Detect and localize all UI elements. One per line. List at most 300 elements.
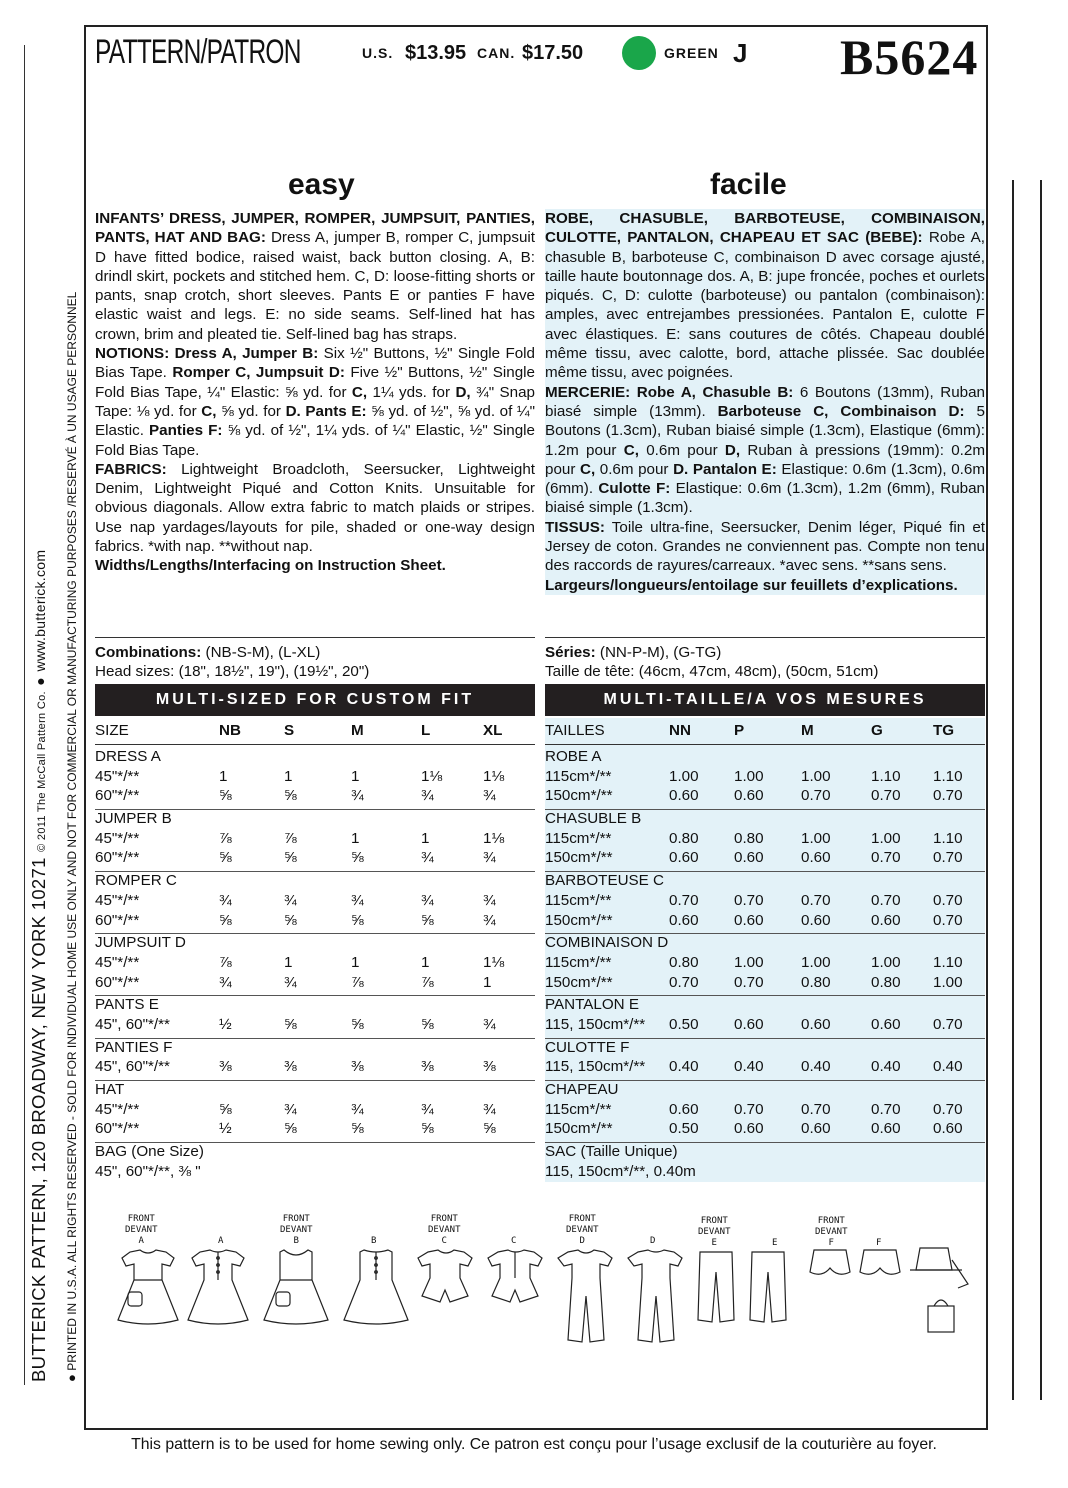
table-row [95, 892, 535, 912]
pattern-number: B5624 [840, 29, 979, 85]
jumper-b-back-sketch [344, 1250, 408, 1324]
notions-text: ⅝ yd. of ½", 1¼ yds. of ¼" Elastic, ½" Single Fold Bias Tape. [95, 422, 536, 459]
table-row [545, 768, 985, 788]
size-header-cell: NB [219, 722, 241, 739]
color-dot-icon [622, 36, 656, 70]
yardage-cell: 0.70 [933, 1015, 963, 1033]
notions-bold: C, [351, 383, 368, 401]
yardage-cell: 1 [351, 767, 360, 785]
website-text: www.butterick.com [32, 549, 48, 672]
yardage-cell: 0.60 [871, 1015, 901, 1033]
front-label: FRONT [282, 1214, 310, 1224]
bag-name: BAG (One Size) [95, 1143, 204, 1161]
yardage-cell: 0.60 [734, 787, 764, 805]
sketch-label-b-front [280, 1214, 313, 1247]
fabrics-label: FABRICS: [95, 460, 167, 478]
yardage-cell: 0.60 [734, 1015, 764, 1033]
garment-group [545, 1039, 985, 1081]
yardage-cell: ⅝ [421, 1120, 434, 1138]
multi-size-band: MULTI-SIZED FOR CUSTOM FIT [95, 684, 535, 716]
table-row [545, 974, 985, 994]
yardage-cell: 0.40 [669, 1058, 699, 1076]
yardage-cell: 0.60 [801, 849, 831, 867]
notions-bold: Panties F: [149, 422, 223, 440]
yardage-cell: 1.10 [933, 829, 963, 847]
garment-name: ROBE A [545, 748, 602, 765]
yardage-cell: ¾ [483, 1015, 496, 1033]
yardage-cell: 0.70 [669, 973, 699, 991]
yardage-cell: 0.70 [669, 891, 699, 909]
yardage-cell: ⅝ [219, 849, 232, 867]
yardage-cell: ¾ [284, 891, 297, 909]
garment-name: PANTS E [95, 996, 159, 1014]
garment-name: CULOTTE F [545, 1038, 630, 1056]
series-value: (NN-P-M), (G-TG) [595, 644, 722, 661]
yardage-cell: 1.00 [734, 953, 764, 971]
yardage-cell: 0.60 [734, 1120, 764, 1138]
yardage-cell: 1 [483, 973, 492, 991]
yardage-cell: 0.70 [871, 849, 901, 867]
yardage-cell: 1 [351, 829, 360, 847]
french-description [545, 209, 985, 595]
table-row [95, 787, 535, 807]
table-row [95, 912, 535, 932]
yardage-table-en [95, 718, 535, 1182]
yardage-cell: 0.80 [801, 973, 831, 991]
notions-text: ⅝ yd. of ½", ⅝ yd. of ¼" Elastic. [95, 402, 535, 440]
yardage-cell: ½ [219, 1120, 232, 1138]
multi-size-band: MULTI-TAILLE/A VOS MESURES [545, 684, 985, 716]
yardage-cell: ⅜ [284, 1058, 297, 1076]
devant-label: DEVANT [428, 1225, 461, 1235]
fabric-width: 60"*/** [95, 787, 140, 805]
yardage-cell: 1.00 [801, 767, 831, 785]
yardage-cell: ¾ [483, 891, 496, 909]
yardage-cell: ⅝ [421, 1015, 434, 1033]
yardage-cell: 1.00 [933, 973, 963, 991]
size-header-cell: S [284, 722, 295, 739]
yardage-cell: ⅝ [219, 911, 232, 929]
yardage-cell: 0.60 [734, 849, 764, 867]
size-header-cell: M [351, 722, 364, 739]
yardage-cell: ⅜ [219, 1058, 232, 1076]
garment-group [545, 1081, 985, 1143]
yardage-cell: ⅜ [351, 1058, 364, 1076]
dress-a-front-sketch [118, 1250, 178, 1324]
garment-group [95, 934, 535, 996]
side-rule [1012, 180, 1014, 1400]
garment-group [95, 748, 535, 810]
divider [545, 637, 985, 638]
yardage-cell: ¾ [483, 1100, 496, 1118]
pattern-label: PATTERN/PATRON [95, 33, 301, 71]
yardage-cell: 0.70 [933, 849, 963, 867]
tissus-text: Toile ultra-fine, Seersucker, Denim léger, Piqué fin et Jersey de coton. Grandes ne conviennent pas. Compte non tenu des raccords de rayures/carreaux. *avec sens. **sans sens. [545, 518, 985, 575]
romper-c-back-sketch [488, 1250, 542, 1302]
view-letter: E [711, 1238, 717, 1248]
fabric-width: 60"*/** [95, 973, 140, 991]
yardage-cell: 0.60 [871, 1120, 901, 1138]
notions-text: ¾" Snap Tape: ⅛ yd. for [95, 383, 535, 420]
fabric-width: 150cm*/** [545, 849, 613, 867]
mercerie-text: 6 Boutons (13mm), Ruban biasé simple (13mm). [545, 383, 986, 420]
yardage-cell: 0.70 [933, 891, 963, 909]
notions-bold: D. Pants E: [285, 402, 367, 420]
yardage-cell: ⅝ [351, 911, 364, 929]
series-label: Séries: [545, 644, 596, 661]
yardage-cell: 0.70 [871, 1100, 901, 1118]
garment-group [95, 1081, 535, 1143]
yardage-cell: 0.60 [801, 1015, 831, 1033]
front-label: FRONT [817, 1216, 845, 1226]
yardage-cell: 1 [351, 953, 360, 971]
yardage-cell: ⅝ [284, 1120, 297, 1138]
yardage-cell: ⅜ [483, 1058, 496, 1076]
size-header-cell: P [734, 722, 745, 739]
devant-label: DEVANT [815, 1227, 848, 1237]
devant-label: DEVANT [280, 1225, 313, 1235]
combinations [95, 643, 369, 681]
yardage-cell: ⅝ [351, 849, 364, 867]
garment-group [95, 872, 535, 934]
mercerie-bold: Barboteuse C, Combinaison D: [717, 402, 965, 420]
yardage-cell: ¾ [284, 1100, 297, 1118]
side-rule [24, 45, 25, 1385]
view-letter: F [828, 1238, 834, 1248]
mercerie-bold: D. Pantalon E: [673, 460, 777, 478]
panties-f-back-sketch [860, 1250, 900, 1274]
yardage-cell: 1.00 [871, 829, 901, 847]
bullet-icon: ● [64, 1374, 79, 1382]
widths-note: Widths/Lengths/Interfacing on Instruction Sheet. [95, 557, 446, 575]
pants-e-front-sketch [698, 1252, 734, 1322]
yardage-cell: 0.60 [669, 787, 699, 805]
yardage-cell: 1 [284, 767, 293, 785]
yardage-cell: 1⅛ [483, 829, 505, 847]
can-label: CAN. [477, 45, 516, 61]
jumpsuit-d-back-sketch [628, 1250, 682, 1342]
view-letter: A [218, 1236, 224, 1246]
fabric-width: 115cm*/** [545, 829, 612, 847]
yardage-cell: ¾ [421, 891, 434, 909]
front-label: FRONT [700, 1216, 728, 1226]
garment-group [545, 872, 985, 934]
yardage-cell: ⅝ [483, 1120, 496, 1138]
size-header-cell: XL [483, 722, 503, 739]
yardage-cell: 0.70 [801, 1100, 831, 1118]
bag-yardage: 115, 150cm*/**, 0.40m [545, 1162, 696, 1180]
yardage-cell: 0.80 [871, 973, 901, 991]
publisher-address [28, 550, 50, 1382]
table-row [545, 1101, 985, 1121]
yardage-cell: 0.70 [871, 891, 901, 909]
notions-bold: D, [455, 383, 471, 401]
yardage-cell: ⅞ [421, 973, 434, 991]
notions-text: Six ½" Buttons, ½" Single Fold Bias Tape. [95, 345, 536, 382]
table-row [95, 974, 535, 994]
garment-name: BARBOTEUSE C [545, 872, 664, 890]
yardage-cell: ⅝ [421, 911, 434, 929]
yardage-cell: ⅝ [219, 787, 232, 805]
table-row [95, 1120, 535, 1140]
fabric-width: 45"*/** [95, 1100, 140, 1118]
notions-bold: Romper C, Jumpsuit D: [172, 364, 345, 382]
fabric-width: 45", 60"*/** [95, 1058, 170, 1076]
jumpsuit-d-front-sketch [558, 1250, 612, 1342]
yardage-cell: ¾ [483, 911, 496, 929]
garment-group [545, 748, 985, 810]
table-row [545, 892, 985, 912]
table-row [95, 768, 535, 788]
grade-letter: J [733, 38, 748, 68]
fabrics-text: Lightweight Broadcloth, Seersucker, Lightweight Denim, Lightweight Piqué and Cotton Knits. Unsuitable for obvious diagonals. Allow extra fabric to match plaids or stripes. Use nap yardages/layouts for pile, shaded or one-way design fabrics. *with nap. **without nap. [95, 460, 535, 556]
devant-label: DEVANT [566, 1225, 599, 1235]
yardage-cell: 0.70 [734, 891, 764, 909]
yardage-cell: ¾ [421, 787, 434, 805]
yardage-cell: 1 [421, 829, 430, 847]
mercerie-bold: C, [579, 460, 596, 478]
table-row [545, 954, 985, 974]
english-description [95, 209, 535, 576]
garment-name: JUMPSUIT D [95, 934, 186, 952]
sketch-label-a-front [125, 1214, 158, 1247]
size-header-label: SIZE [95, 722, 129, 739]
devant-label: DEVANT [125, 1225, 158, 1235]
yardage-cell: 0.60 [734, 911, 764, 929]
panties-f-front-sketch [810, 1250, 850, 1274]
romper-c-front-sketch [418, 1250, 472, 1302]
table-row [545, 787, 985, 807]
yardage-cell: 0.60 [669, 1100, 699, 1118]
view-letter: C [511, 1236, 517, 1246]
yardage-cell: ¾ [483, 849, 496, 867]
yardage-cell: 1.00 [669, 767, 699, 785]
pants-e-back-sketch [750, 1252, 786, 1322]
dress-a-back-sketch [188, 1250, 248, 1324]
yardage-cell: 0.70 [734, 1100, 764, 1118]
view-letter: F [876, 1238, 882, 1248]
address-text: BUTTERICK PATTERN, 120 BROADWAY, NEW YORK 10271 [28, 857, 49, 1382]
yardage-cell: 0.40 [933, 1058, 963, 1076]
us-price: $13.95 [405, 42, 467, 64]
yardage-cell: 1.10 [933, 767, 963, 785]
garment-group [545, 934, 985, 996]
yardage-cell: 1.00 [801, 953, 831, 971]
sketch-label-f-front [815, 1216, 848, 1249]
fabric-width: 45"*/** [95, 767, 140, 785]
yardage-cell: 1.00 [871, 953, 901, 971]
garment-name: PANTALON E [545, 996, 639, 1014]
fabric-width: 45"*/** [95, 953, 140, 971]
fabric-width: 45"*/** [95, 829, 140, 847]
rights-text: PRINTED IN U.S.A. ALL RIGHTS RESERVED - SOLD FOR INDIVIDUAL HOME USE ONLY AND NOT FOR COMMERCIAL OR MANUFACTURING PURPOSES /RESERVÉ À UN USAGE PERSONNEL [65, 291, 79, 1371]
yardage-cell: ¾ [219, 891, 232, 909]
widths-note: Largeurs/longueurs/entoilage sur feuillets d’explications. [545, 576, 958, 594]
description-title: INFANTS’ DRESS, JUMPER, ROMPER, JUMPSUIT, PANTIES, PANTS, HAT AND BAG: [95, 210, 535, 247]
fabric-width: 45", 60"*/** [95, 1015, 170, 1033]
color-label: GREEN [664, 45, 719, 61]
fabric-width: 60"*/** [95, 1120, 140, 1138]
yardage-cell: ¾ [421, 1100, 434, 1118]
size-header-cell: G [871, 722, 883, 739]
head-sizes: Taille de tête: (46cm, 47cm, 48cm), (50cm, 51cm) [545, 663, 879, 680]
notions-text: ⅝ yd. for [216, 402, 286, 420]
garment-name: CHAPEAU [545, 1081, 619, 1098]
yardage-cell: ⅝ [284, 911, 297, 929]
fabric-width: 115, 150cm*/** [545, 1015, 646, 1033]
garment-group [545, 996, 985, 1038]
table-row [95, 849, 535, 869]
table-row [545, 1016, 985, 1036]
yardage-cell: 0.50 [669, 1015, 699, 1033]
devant-label: DEVANT [698, 1227, 731, 1237]
fabric-width: 150cm*/** [545, 911, 613, 929]
rights-notice [64, 292, 79, 1382]
notions-label: NOTIONS: Dress A, Jumper B: [95, 345, 319, 363]
yardage-cell: ⅞ [284, 829, 297, 847]
tissus-label: TISSUS: [545, 518, 605, 536]
fabric-width: 45"*/** [95, 891, 140, 909]
yardage-cell: ½ [219, 1015, 232, 1033]
fabric-width: 115, 150cm*/** [545, 1058, 646, 1076]
table-row [545, 912, 985, 932]
jumper-b-front-sketch [264, 1250, 328, 1324]
mercerie-text: 0.6m pour [638, 441, 725, 459]
size-header-cell: NN [669, 722, 691, 739]
yardage-cell: 0.70 [734, 973, 764, 991]
fabric-width: 115cm*/** [545, 767, 612, 785]
yardage-cell: ¾ [483, 787, 496, 805]
yardage-cell: ¾ [351, 787, 364, 805]
fabric-width: 150cm*/** [545, 973, 613, 991]
garment-group [95, 996, 535, 1038]
yardage-cell: 0.70 [871, 787, 901, 805]
yardage-cell: 0.80 [669, 953, 699, 971]
hat-sketch [910, 1248, 968, 1288]
sketch-label-c-front [428, 1214, 461, 1247]
bullet-icon: ● [32, 676, 48, 686]
yardage-cell: ¾ [351, 891, 364, 909]
yardage-cell: 1⅛ [421, 767, 443, 785]
us-label: U.S. [362, 45, 394, 61]
fabric-width: 60"*/** [95, 911, 140, 929]
fabric-width: 115cm*/** [545, 1100, 612, 1118]
yardage-cell: 1.00 [734, 767, 764, 785]
mercerie-text: Elastique: 0.6m (1.3cm), 0.6m (6mm). [545, 460, 985, 498]
table-row [95, 954, 535, 974]
yardage-cell: 0.50 [669, 1120, 699, 1138]
view-letter: C [441, 1236, 447, 1246]
bag-name: SAC (Taille Unique) [545, 1143, 678, 1161]
yardage-cell: ⅞ [351, 973, 364, 991]
yardage-cell: 0.60 [933, 1120, 963, 1138]
sketch-label-d-front [566, 1214, 599, 1247]
description-title: ROBE, CHASUBLE, BARBOTEUSE, COMBINAISON, CULOTTE, PANTALON, CHAPEAU ET SAC (BEBE): [545, 210, 985, 247]
view-letter: B [293, 1236, 299, 1246]
bag-sketch [928, 1300, 954, 1332]
yardage-cell: 0.80 [734, 829, 764, 847]
yardage-cell: ⅝ [284, 849, 297, 867]
size-header-label: TAILLES [545, 722, 605, 739]
notions-bold: C, [201, 402, 217, 420]
front-label: FRONT [127, 1214, 155, 1224]
table-row [545, 1120, 985, 1140]
garment-name: DRESS A [95, 748, 161, 765]
yardage-cell: ¾ [284, 973, 297, 991]
yardage-cell: ⅞ [219, 953, 232, 971]
garment-group [545, 810, 985, 872]
size-header-cell: M [801, 722, 814, 739]
mercerie-bold: D, [724, 441, 741, 459]
bag-yardage: 45", 60"*/**, ⅜ " [95, 1162, 201, 1180]
yardage-cell: 0.60 [801, 911, 831, 929]
divider [95, 637, 535, 638]
yardage-cell: 1 [284, 953, 293, 971]
yardage-cell: 1 [421, 953, 430, 971]
view-letter: A [138, 1236, 144, 1246]
yardage-cell: ⅝ [351, 1120, 364, 1138]
head-sizes: Head sizes: (18", 18½", 19"), (19½", 20") [95, 663, 370, 680]
yardage-cell: 0.40 [734, 1058, 764, 1076]
yardage-cell: 0.60 [669, 911, 699, 929]
size-header-cell: TG [933, 722, 955, 739]
mercerie-text: Ruban à pressions (19mm): 0.2m pour [545, 441, 985, 478]
yardage-cell: 1.10 [871, 767, 901, 785]
notions-text: Five ½" Buttons, ½" Single Fold Bias Tape, ¼" Elastic: ⅝ yd. for [95, 364, 535, 401]
yardage-cell: 1.00 [801, 829, 831, 847]
yardage-cell: 0.60 [871, 911, 901, 929]
fabric-width: 150cm*/** [545, 1120, 613, 1138]
table-row [95, 1058, 535, 1078]
combinations-label: Combinations: [95, 644, 202, 661]
yardage-cell: ⅝ [351, 1015, 364, 1033]
description-text: Robe A, chasuble B, barboteuse C, combinaison D avec corsage ajusté, taille haute boutonnage dos. A, B: jupe froncée, poches et ourlets piqués. C, D: culotte (barboteuse) ou pantalon (combinaison): amples, avec entrejambes pressionées. Pantalon E, culotte F avec élastiques. E: sans coutures de côtés. Chapeau doublé même tissu, avec calotte, bord, attache plissée. Sac doublée même tissu, avec poignées. [545, 229, 985, 382]
combinations-value: (NB-S-M), (L-XL) [201, 644, 321, 661]
view-letter: E [772, 1238, 778, 1248]
easy-heading: easy [288, 168, 355, 201]
yardage-cell: 0.70 [933, 911, 963, 929]
front-label: FRONT [568, 1214, 596, 1224]
yardage-cell: 1⅛ [483, 767, 505, 785]
yardage-cell: 0.80 [669, 829, 699, 847]
garment-name: COMBINAISON D [545, 934, 669, 952]
yardage-cell: 0.60 [669, 849, 699, 867]
yardage-cell: 0.60 [801, 1120, 831, 1138]
yardage-cell: 1 [219, 767, 228, 785]
garment-name: ROMPER C [95, 872, 177, 890]
yardage-cell: ⅝ [284, 1015, 297, 1033]
yardage-cell: ⅝ [284, 787, 297, 805]
facile-heading: facile [710, 168, 787, 201]
yardage-cell: ¾ [219, 973, 232, 991]
fabric-width: 115cm*/** [545, 891, 612, 909]
yardage-cell: 0.40 [871, 1058, 901, 1076]
yardage-cell: 0.40 [801, 1058, 831, 1076]
sketch-label-e-front [698, 1216, 731, 1249]
garment-name: JUMPER B [95, 810, 172, 828]
front-label: FRONT [430, 1214, 458, 1224]
fabric-width: 115cm*/** [545, 953, 612, 971]
side-rule [1040, 180, 1042, 1400]
garment-sketches [100, 1210, 980, 1350]
table-row [95, 1101, 535, 1121]
yardage-cell: 0.70 [801, 891, 831, 909]
mercerie-bold: Culotte F: [598, 480, 671, 498]
yardage-cell: 0.70 [801, 787, 831, 805]
garment-name: HAT [95, 1081, 125, 1098]
yardage-cell: 1.10 [933, 953, 963, 971]
size-header-row [545, 718, 985, 745]
